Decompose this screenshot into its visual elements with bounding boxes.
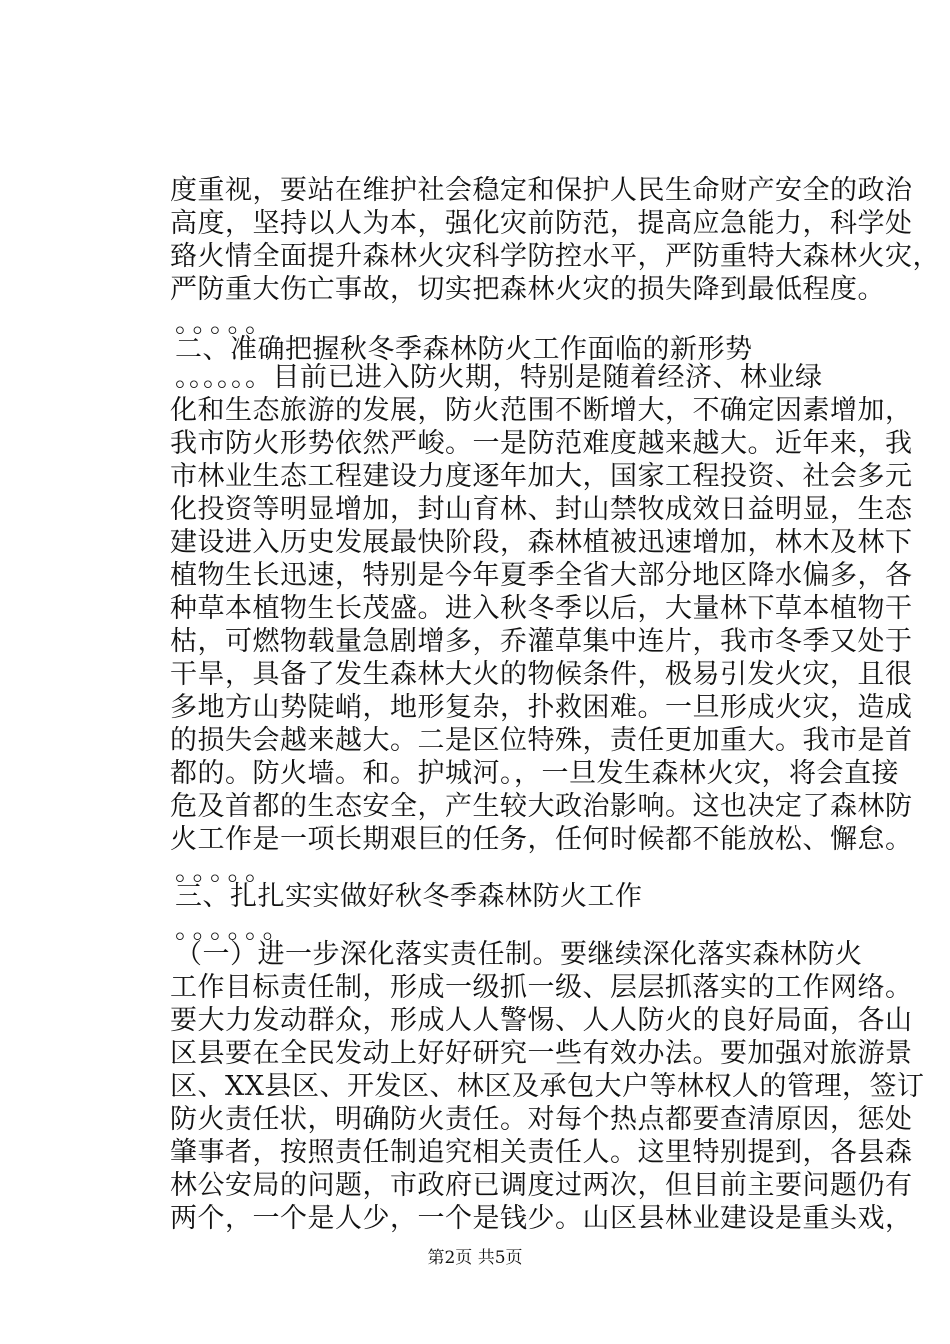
text-line: 建设进入历史发展最快阶段，森林植被迅速增加，林木及林下 [170, 527, 913, 558]
page-number: 第2页 共5页 [427, 1248, 523, 1268]
text-line: 区县要在全民发动上好好研究一些有效办法。要加强对旅游景 [170, 1038, 913, 1069]
text-line: 区、XX县区、开发区、林区及承包大户等林权人的管理，签订 [170, 1071, 925, 1102]
text-line: 严防重大伤亡事故，切实把森林火灾的损失降到最低程度。 [170, 274, 885, 305]
text-line: 我市防火形势依然严峻。一是防范难度越来越大。近年来，我 [170, 428, 913, 459]
text-line: 火工作是一项长期艰巨的任务，任何时候都不能放松、懈怠。 [170, 824, 913, 855]
text-line: 肇事者，按照责任制追究相关责任人。这里特别提到，各县森 [170, 1137, 913, 1168]
text-line: 防火责任状，明确防火责任。对每个热点都要查清原因，惩处 [170, 1104, 913, 1135]
text-line: 臵火情全面提升森林火灾科学防控水平，严防重特大森林火灾， [170, 241, 940, 272]
text-line: 两个，一个是人少，一个是钱少。山区县林业建设是重头戏， [170, 1203, 913, 1234]
text-line: 种草本植物生长茂盛。进入秋冬季以后，大量林下草本植物干 [170, 593, 913, 624]
text-line: 要大力发动群众，形成人人警惕、人人防火的良好局面，各山 [170, 1005, 913, 1036]
text-line: 工作目标责任制，形成一级抓一级、层层抓落实的工作网络。 [170, 972, 913, 1003]
dot-separator: 。。。。。 [175, 856, 276, 887]
text-line: 植物生长迅速，特别是今年夏季全省大部分地区降水偏多，各 [170, 560, 913, 591]
text-line: 林公安局的问题，市政府已调度过两次，但目前主要问题仍有 [170, 1170, 913, 1201]
dot-separator: 。。。。。。 [175, 914, 294, 945]
text-line: 枯，可燃物载量急剧增多，乔灌草集中连片，我市冬季又处于 [170, 626, 913, 657]
text-line: 高度，坚持以人为本，强化灾前防范，提高应急能力，科学处 [170, 208, 913, 239]
text-line: 化和生态旅游的发展，防火范围不断增大，不确定因素增加， [170, 395, 913, 426]
text-line: 干旱，具备了发生森林大火的物候条件，极易引发火灾，且很 [170, 659, 913, 690]
text-line: 。。。。。。目前已进入防火期，特别是随着经济、林业绿 [175, 362, 823, 393]
section-heading: 三、扎扎实实做好秋冬季森林防火工作 [175, 881, 643, 912]
text-line: （一）进一步深化落实责任制。要继续深化落实森林防火 [175, 939, 863, 970]
text-line: 度重视，要站在维护社会稳定和保护人民生命财产安全的政治 [170, 175, 913, 206]
text-line: 市林业生态工程建设力度逐年加大，国家工程投资、社会多元 [170, 461, 913, 492]
section-heading: 二、准确把握秋冬季森林防火工作面临的新形势 [175, 334, 753, 365]
text-line: 都的。防火墙。和。护城河。，一旦发生森林火灾，将会直接 [170, 758, 899, 789]
text-line: 危及首都的生态安全，产生较大政治影响。这也决定了森林防 [170, 791, 913, 822]
text-line: 多地方山势陡峭，地形复杂，扑救困难。一旦形成火灾，造成 [170, 692, 913, 723]
text-line: 化投资等明显增加，封山育林、封山禁牧成效日益明显，生态 [170, 494, 913, 525]
text-line: 的损失会越来越大。二是区位特殊，责任更加重大。我市是首 [170, 725, 913, 756]
dot-separator: 。。。。。 [175, 308, 276, 339]
